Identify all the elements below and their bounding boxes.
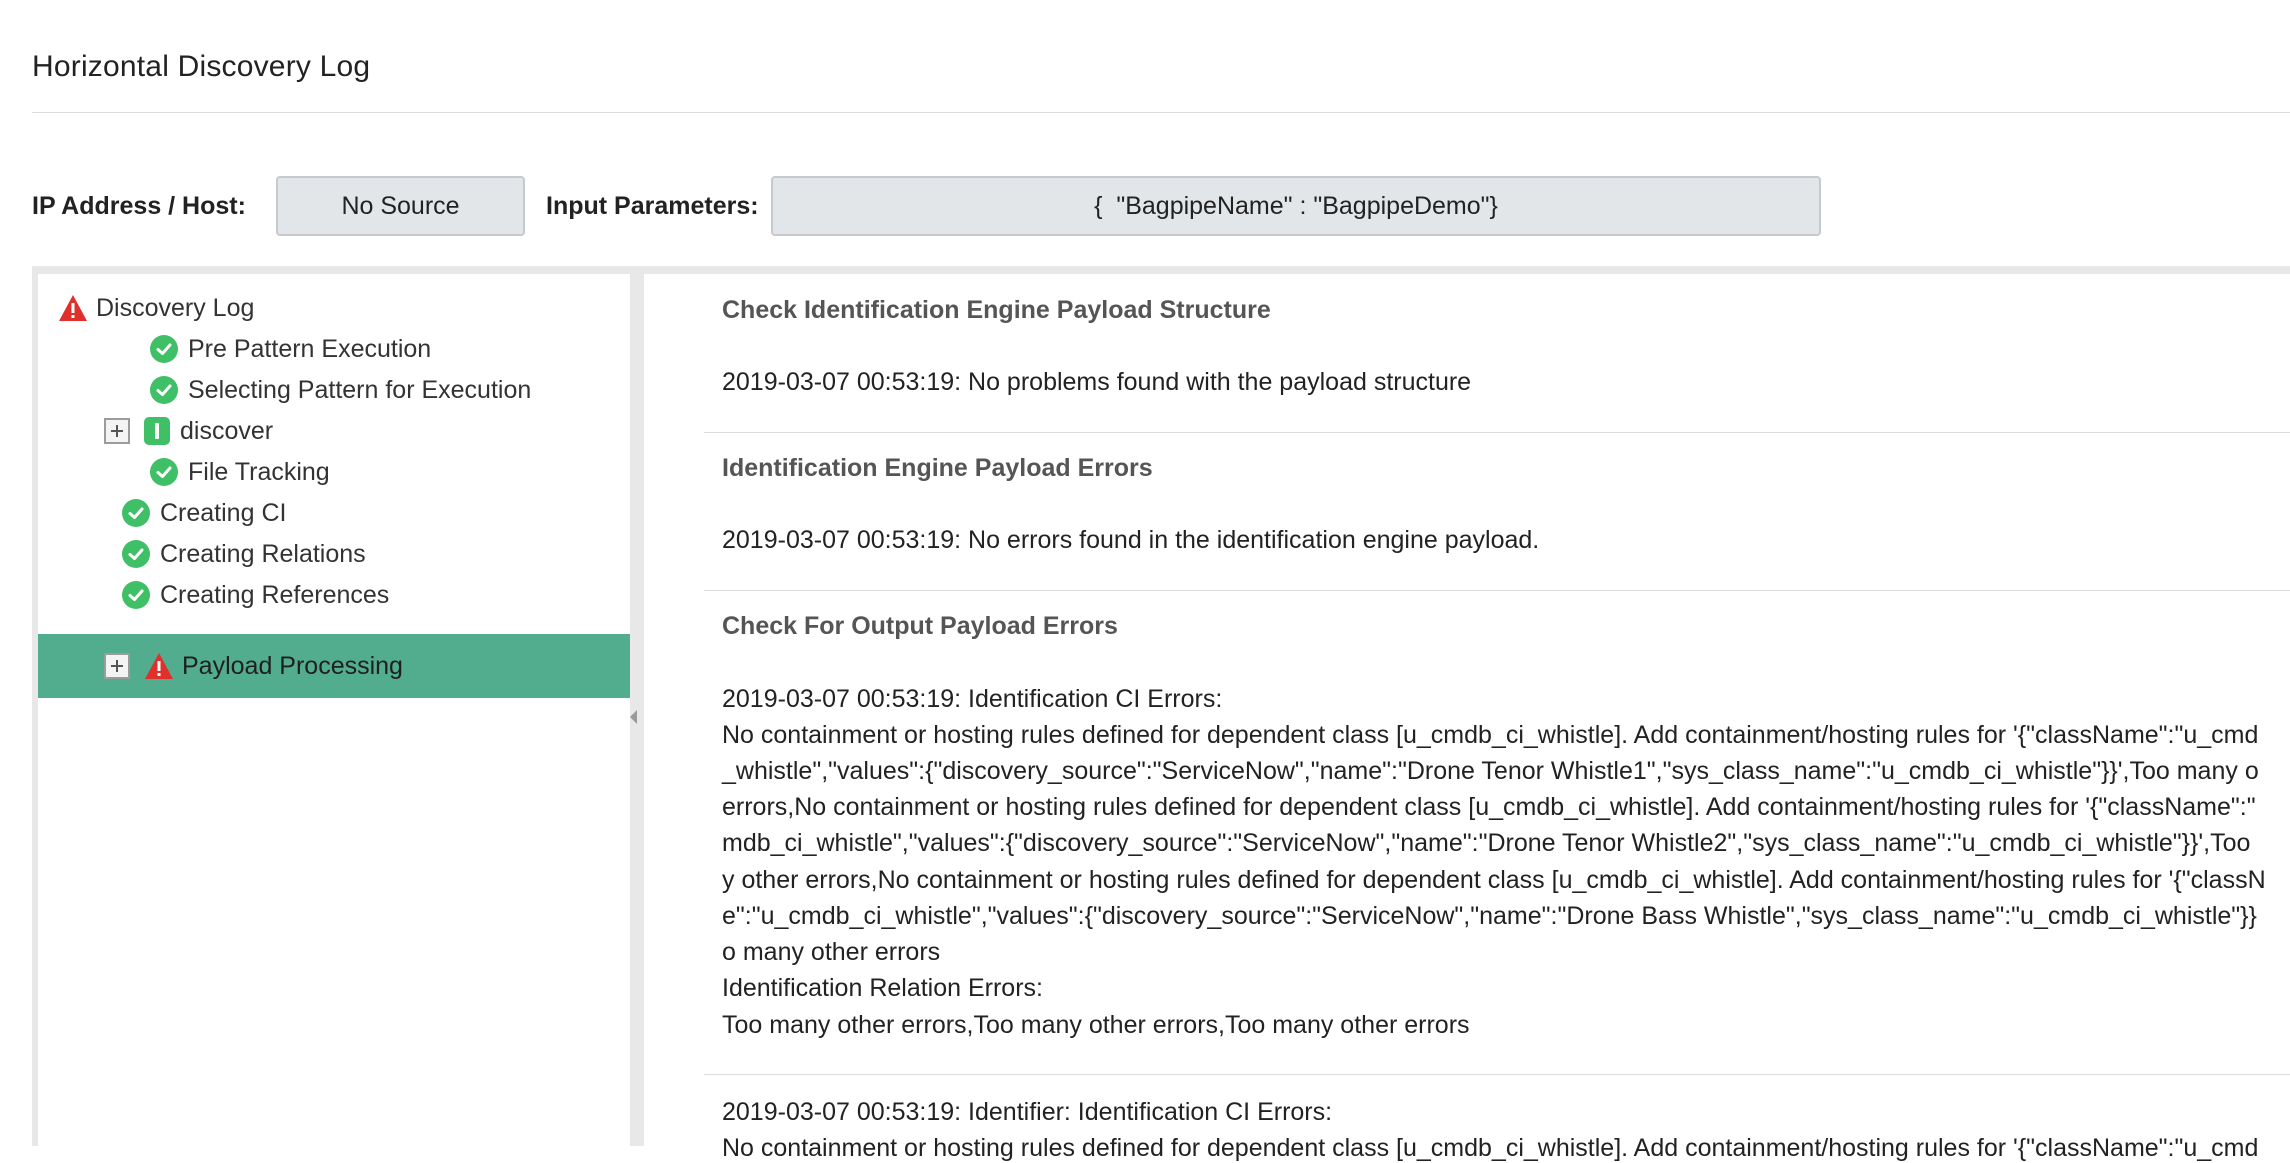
log-line: errors,No containment or hosting rules defined for dependent class [u_cmdb_ci_whistle]. Add containment/hosting rules for '{"className":" [722,793,2256,821]
tree-item-payload-processing[interactable] [38,634,630,698]
log-line: mdb_ci_whistle","values":{"discovery_source":"ServiceNow","name":"Drone Tenor Whistle2","sys_class_name":"u_cmdb_ci_whistle"}}',Too [722,829,2251,857]
log-line: Identification Relation Errors: [722,974,1043,1002]
warning-icon [144,652,174,680]
ip-address-label: IP Address / Host: [32,191,246,220]
collapse-arrow-icon[interactable] [630,710,637,724]
section-title: Identification Engine Payload Errors [722,454,1153,482]
log-line: 2019-03-07 00:53:19: Identification CI Errors: [722,685,1223,713]
ip-address-field[interactable]: No Source [276,176,525,236]
log-panel [32,266,2290,1162]
tree-item-label: File Tracking [188,457,330,486]
params-row [32,174,1821,238]
tree-item-creating-references[interactable] [38,563,630,627]
log-line: 2019-03-07 00:53:19: No errors found in the identification engine payload. [722,526,1540,554]
log-line: _whistle","values":{"discovery_source":"ServiceNow","name":"Drone Tenor Whistle1","sys_class_name":"u_cmdb_ci_whistle"}}',Too many o [722,757,2259,785]
tree-item-label: Discovery Log [96,293,255,322]
check-circle-icon [122,581,150,609]
section-title: Check Identification Engine Payload Structure [722,296,1271,324]
title-divider [32,112,2290,113]
tree-item-label: Pre Pattern Execution [188,334,432,363]
log-line: e":"u_cmdb_ci_whistle","values":{"discovery_source":"ServiceNow","name":"Drone Bass Whistle","sys_class_name":"u_cmdb_ci_whistle"}} [722,902,2257,930]
log-line: y other errors,No containment or hosting rules defined for dependent class [u_cmdb_ci_whistle]. Add containment/hosting rules for '{"classN [722,866,2266,894]
expand-plus-icon[interactable] [104,653,130,679]
log-details-pane [644,274,2290,1162]
log-tree [38,274,630,1146]
log-line: No containment or hosting rules defined for dependent class [u_cmdb_ci_whistle]. Add containment/hosting rules for '{"className":"u_cmd [722,721,2259,749]
page-title: Horizontal Discovery Log [32,50,371,83]
tree-item-label: Creating References [160,580,390,609]
log-line: Too many other errors,Too many other errors,Too many other errors [722,1011,1470,1039]
section-divider [704,1074,2290,1075]
log-line: 2019-03-07 00:53:19: No problems found with the payload structure [722,368,1472,396]
tree-item-label: discover [180,416,274,445]
input-parameters-label: Input Parameters: [546,191,759,220]
log-line: No containment or hosting rules defined for dependent class [u_cmdb_ci_whistle]. Add containment/hosting rules for '{"className":"u_cmd [722,1134,2259,1162]
tree-item-label: Payload Processing [182,651,403,680]
section-divider [704,432,2290,433]
log-line: o many other errors [722,938,941,966]
tree-item-label: Creating Relations [160,539,366,568]
input-parameters-field[interactable]: { "BagpipeName" : "BagpipeDemo"} [771,176,1821,236]
tree-item-label: Selecting Pattern for Execution [188,375,532,404]
section-title: Check For Output Payload Errors [722,612,1118,640]
pane-splitter[interactable] [630,274,640,1146]
log-line: 2019-03-07 00:53:19: Identifier: Identification CI Errors: [722,1098,1333,1126]
tree-item-label: Creating CI [160,498,287,527]
section-divider [704,590,2290,591]
